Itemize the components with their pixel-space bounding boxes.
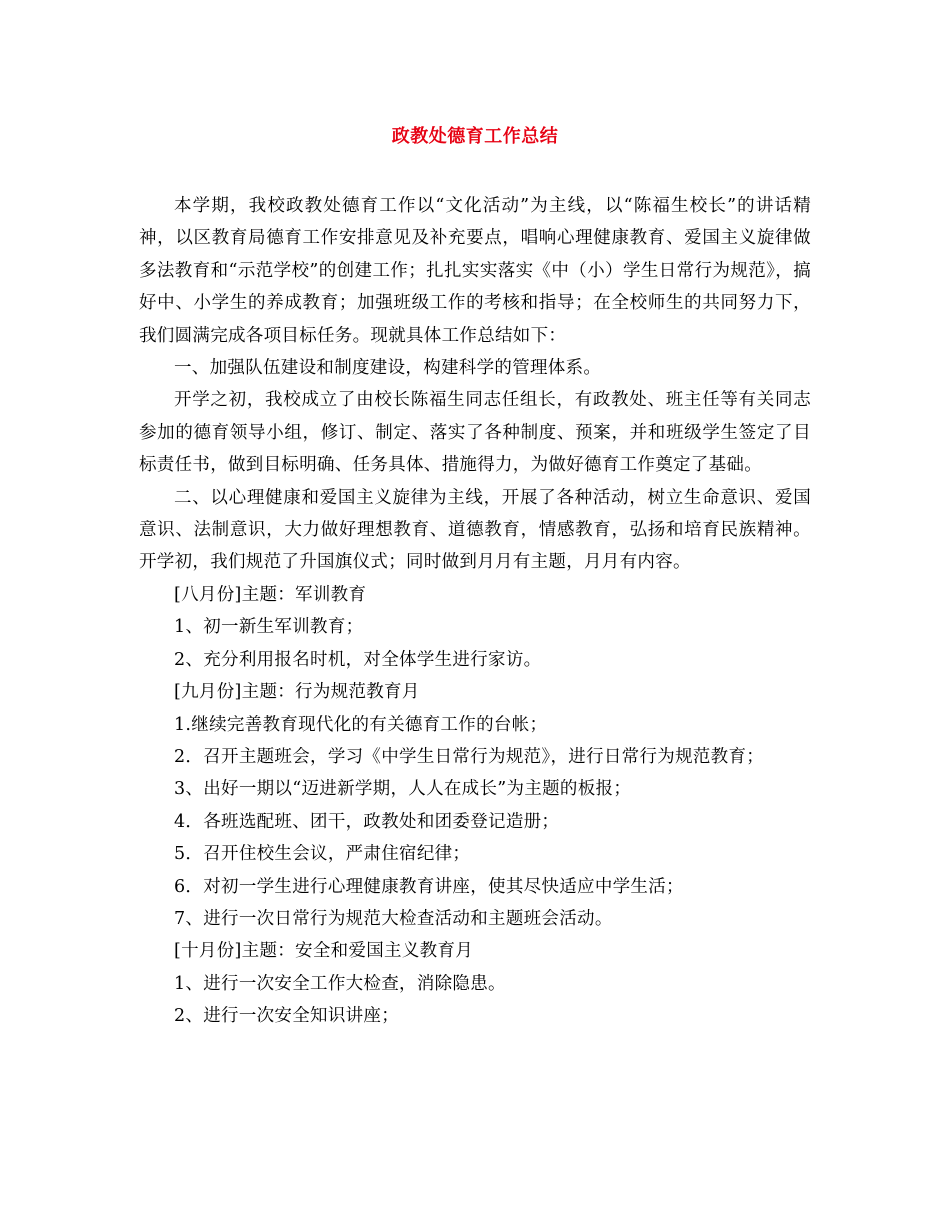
paragraph-section-1-heading: 一、加强队伍建设和制度建设，构建科学的管理体系。 — [174, 358, 602, 379]
list-item: 2．召开主题班会，学习《中学生日常行为规范》，进行日常行为规范教育； — [174, 746, 765, 767]
document-title: 政教处德育工作总结 — [391, 126, 559, 147]
list-item: 7、进行一次日常行为规范大检查活动和主题班会活动。 — [174, 908, 613, 929]
list-item: 4．各班选配班、团干，政教处和团委登记造册； — [174, 811, 560, 832]
document-body — [139, 190, 811, 1033]
list-item: 2、充分利用报名时机，对全体学生进行家访。 — [174, 649, 542, 670]
list-item: 1、初一新生军训教育； — [174, 617, 364, 638]
paragraph-august-theme: [八月份]主题：军训教育 — [174, 584, 367, 605]
paragraph-section-1-body: 开学之初，我校成立了由校长陈福生同志任组长，有政教处、班主任等有关同志参加的德育领导小组，修订、制定、落实了各种制度、预案，并和班级学生签定了目标责任书，做到目标明确、任务具体、措施得力，为做好德育工作奠定了基础。 — [139, 390, 811, 476]
paragraph-section-2-body: 二、以心理健康和爱国主义旋律为主线，开展了各种活动，树立生命意识、爱国意识、法制意识，大力做好理想教育、道德教育，情感教育，弘扬和培育民族精神。开学初，我们规范了升国旗仪式；同时做到月月有主题，月月有内容。 — [139, 487, 811, 573]
list-item: 1、进行一次安全工作大检查，消除隐患。 — [174, 973, 506, 994]
list-item: 1.继续完善教育现代化的有关德育工作的台帐； — [174, 714, 548, 735]
paragraph-intro: 本学期，我校政教处德育工作以“文化活动”为主线，以“陈福生校长”的讲话精神，以区教育局德育工作安排意见及补充要点，唱响心理健康教育、爱国主义旋律做多法教育和“示范学校”的创建工作；扎扎实实落实《中（小）学生日常行为规范》，搞好中、小学生的养成教育；加强班级工作的考核和指导；在全校师生的共同努力下，我们圆满完成各项目标任务。现就具体工作总结如下： — [139, 196, 811, 346]
paragraph-october-theme: [十月份]主题：安全和爱国主义教育月 — [174, 941, 474, 962]
list-item: 3、出好一期以“迈进新学期，人人在成长”为主题的板报； — [174, 779, 632, 800]
paragraph-september-theme: [九月份]主题：行为规范教育月 — [174, 682, 420, 703]
list-item: 5．召开住校生会议，严肃住宿纪律； — [174, 844, 471, 865]
list-item: 2、进行一次安全知识讲座； — [174, 1006, 400, 1027]
list-item: 6．对初一学生进行心理健康教育讲座，使其尽快适应中学生活； — [174, 876, 684, 897]
